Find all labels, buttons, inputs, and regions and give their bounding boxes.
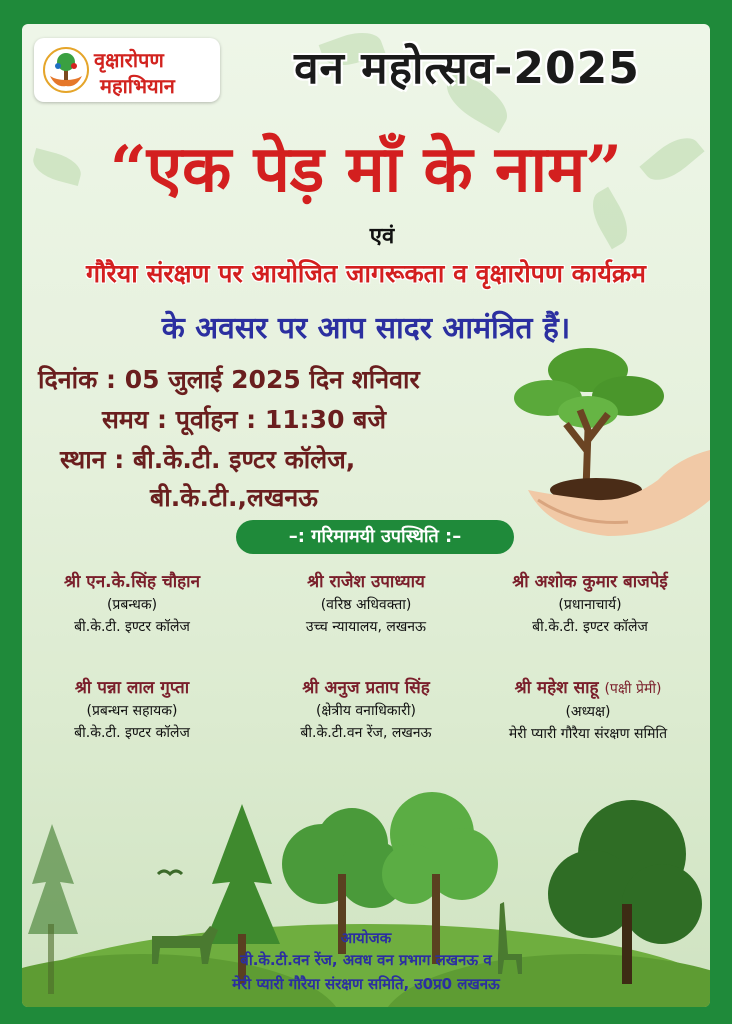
event-venue-line-2: बी.के.टी.,लखनऊ bbox=[150, 483, 318, 512]
guest-affiliation: बी.के.टी. इण्टर कॉलेज bbox=[532, 619, 648, 635]
organizer-label: आयोजक bbox=[340, 929, 392, 947]
guest-card bbox=[22, 570, 242, 638]
guest-card bbox=[468, 676, 708, 745]
guest-affiliation: बी.के.टी.वन रेंज, लखनऊ bbox=[300, 725, 432, 741]
guest-role: (प्रबन्धक) bbox=[106, 597, 158, 613]
guest-name: श्री एन.के.सिंह चौहान bbox=[63, 572, 201, 592]
guest-affiliation: उच्च न्यायालय, लखनऊ bbox=[305, 619, 427, 635]
bird-icon bbox=[158, 871, 182, 874]
guest-affiliation: बी.के.टी. इण्टर कॉलेज bbox=[74, 725, 190, 741]
event-title: वन महोत्सव-2025 bbox=[294, 43, 640, 94]
event-venue-line-1: स्थान : बी.के.टी. इण्टर कॉलेज, bbox=[60, 445, 356, 474]
guest-role: (अध्यक्ष) bbox=[565, 704, 611, 720]
logo-emblem-icon bbox=[42, 46, 90, 94]
campaign-logo bbox=[34, 38, 220, 102]
guest-role: (प्रधानाचार्य) bbox=[558, 597, 622, 613]
guest-name: श्री अनुज प्रताप सिंह bbox=[302, 678, 430, 698]
guest-card bbox=[480, 570, 700, 638]
guest-name: श्री महेश साहू bbox=[514, 678, 599, 698]
event-date: दिनांक : 05 जुलाई 2025 दिन शनिवार bbox=[38, 365, 420, 394]
program-subtitle: गौरैया संरक्षण पर आयोजित जागरूकता व वृक्षारोपण कार्यक्रम bbox=[86, 259, 646, 288]
guest-role: (प्रबन्धन सहायक) bbox=[86, 703, 178, 719]
guest-name-line bbox=[468, 676, 708, 701]
logo-line-2: महाभियान bbox=[100, 74, 175, 98]
guest-name-note: (पक्षी प्रेमी) bbox=[604, 681, 662, 697]
event-time: समय : पूर्वाहन : 11:30 बजे bbox=[102, 405, 386, 434]
guest-role: (वरिष्ठ अधिवक्ता) bbox=[320, 597, 412, 613]
organizer-line-2: मेरी प्यारी गौरैया संरक्षण समिति, उ0प्र0 लखनऊ bbox=[232, 975, 500, 993]
invitation-text: के अवसर पर आप सादर आमंत्रित हैं। bbox=[161, 311, 571, 346]
guest-name: श्री राजेश उपाध्याय bbox=[307, 572, 425, 592]
organizer-line-1: बी.के.टी.वन रेंज, अवध वन प्रभाग लखनऊ व bbox=[240, 951, 492, 969]
slogan-heading: “एक पेड़ माँ के नाम” bbox=[109, 132, 623, 207]
logo-line-1: वृक्षारोपण bbox=[94, 48, 164, 72]
forest-scene bbox=[22, 764, 710, 1007]
guest-card bbox=[22, 676, 242, 744]
guest-name: श्री पन्ना लाल गुप्ता bbox=[74, 678, 190, 698]
guest-affiliation: मेरी प्यारी गौरैया संरक्षण समिति bbox=[508, 726, 668, 742]
guest-affiliation: बी.के.टी. इण्टर कॉलेज bbox=[74, 619, 190, 635]
guest-card bbox=[256, 570, 476, 638]
conjunction-text: एवं bbox=[369, 224, 395, 249]
guest-card bbox=[256, 676, 476, 744]
guests-heading: –: गरिमामयी उपस्थिति :– bbox=[236, 520, 514, 554]
poster-card bbox=[22, 24, 710, 1007]
sapling-in-hands-icon bbox=[508, 340, 710, 550]
guest-role: (क्षेत्रीय वनाधिकारी) bbox=[315, 703, 417, 719]
guest-name: श्री अशोक कुमार बाजपेई bbox=[512, 572, 668, 592]
